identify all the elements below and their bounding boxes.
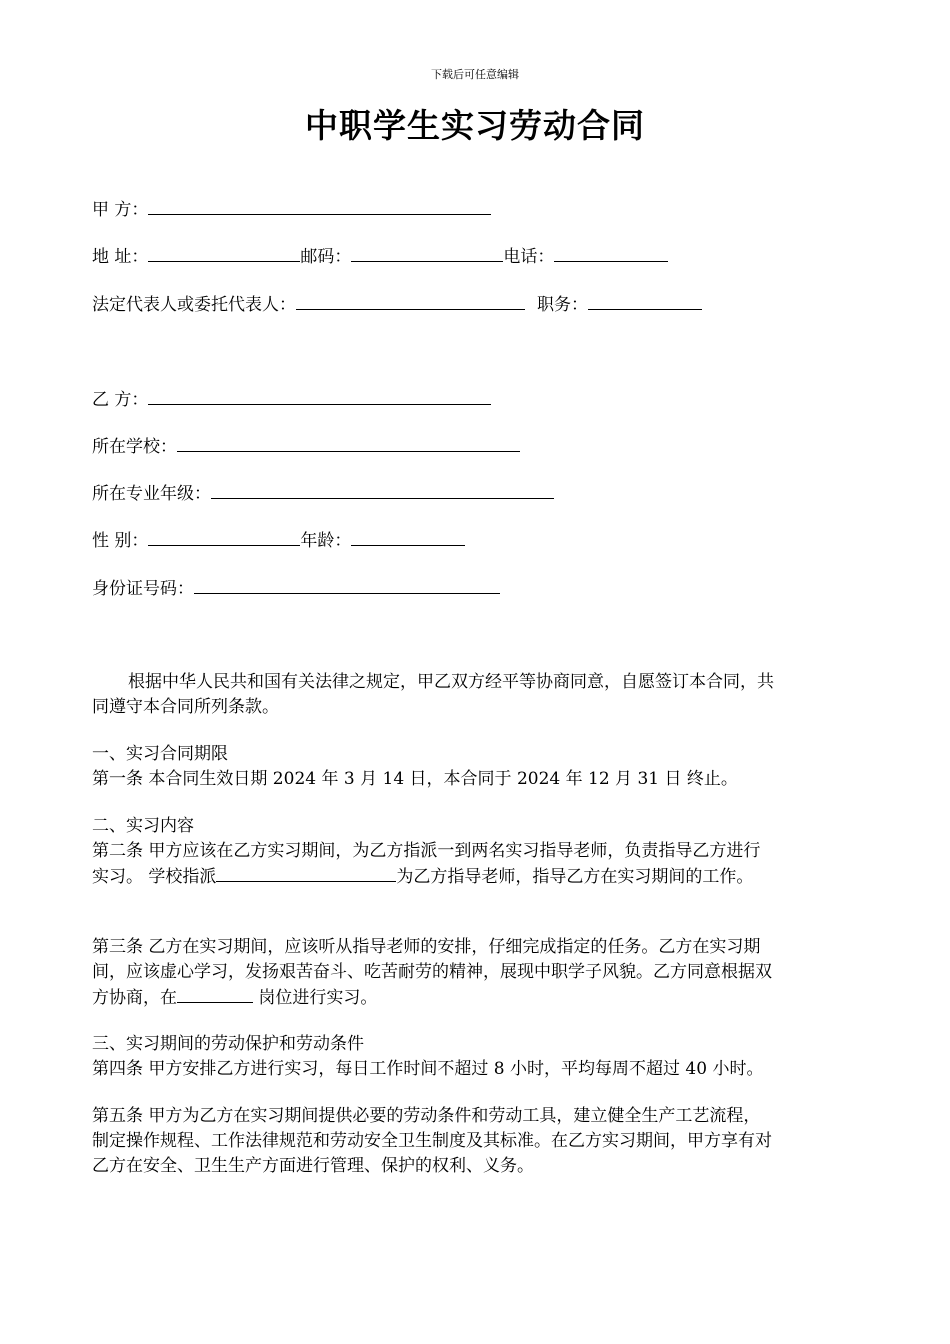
article-5-line-2: 制定操作规程、工作法律规范和劳动安全卫生制度及其标准。在乙方实习期间，甲方享有对 [92,1131,772,1151]
article-3-text-a: 方协商，在 [92,988,177,1008]
party-a-rep-blank[interactable] [296,292,525,310]
section-3-title: 三、实习期间的劳动保护和劳动条件 [92,1034,364,1054]
section-2-title: 二、实习内容 [92,816,194,836]
article-4: 第四条 甲方安排乙方进行实习，每日工作时间不超过 8 小时，平均每周不超过 40 小时。 [92,1059,764,1079]
party-b-major-blank[interactable] [211,481,554,499]
party-a-name-label: 甲 方： [92,200,149,220]
party-b-major-row [92,481,554,505]
party-b-id-row [92,576,500,600]
party-b-gender-blank[interactable] [148,528,300,546]
article-5-line-1: 第五条 甲方为乙方在实习期间提供必要的劳动条件和劳动工具，建立健全生产工艺流程， [92,1106,761,1126]
party-b-age-blank[interactable] [351,528,465,546]
party-a-address-row [92,244,668,268]
article-3-text-b: 岗位进行实习。 [253,988,378,1008]
article-2-text-b: 为乙方指导老师，指导乙方在实习期间的工作。 [396,867,754,887]
party-a-name-row [92,197,491,221]
party-a-position-blank[interactable] [588,292,702,310]
intro-paragraph [92,670,862,720]
party-a-rep-label: 法定代表人或委托代表人： [92,295,296,315]
party-a-phone-blank[interactable] [554,244,668,262]
article-2-line-1: 第二条 甲方应该在乙方实习期间，为乙方指派一到两名实习指导老师，负责指导乙方进行 [92,841,761,861]
watermark-text: 下载后可任意编辑 [431,68,519,81]
party-b-id-label: 身份证号码： [92,579,194,599]
section-1 [92,742,862,792]
party-b-age-label: 年龄： [300,531,352,551]
party-a-phone-label: 电话： [503,247,555,267]
intro-line-2: 同遵守本合同所列条款。 [92,697,279,717]
section-3 [92,1032,862,1082]
party-b-school-label: 所在学校： [92,437,177,457]
party-a-position-label: 职务： [537,295,588,315]
party-a-address-label: 地 址： [92,247,149,267]
article-3-line-3 [92,985,862,1010]
article-3-line-2: 间，应该虚心学习，发扬艰苦奋斗、吃苦耐劳的精神，展现中职学子风貌。乙方同意根据双 [92,962,772,982]
party-a-postcode-blank[interactable] [351,244,503,262]
party-b-gender-row [92,528,465,552]
party-b-name-row [92,387,491,411]
party-b-gender-label: 性 别： [92,531,149,551]
article-2-line-2 [92,864,862,889]
article-2-text-a: 实习。 学校指派 [92,867,217,887]
article-1: 第一条 本合同生效日期 2024 年 3 月 14 日，本合同于 2024 年 12 月 31 日 终止。 [92,769,738,789]
party-b-name-label: 乙 方： [92,390,149,410]
article-5-line-3: 乙方在安全、卫生生产方面进行管理、保护的权利、义务。 [92,1156,534,1176]
page-title: 中职学生实习劳动合同 [305,106,645,145]
article-3 [92,935,862,1010]
advisor-blank[interactable] [216,864,396,882]
party-b-school-row [92,434,520,458]
party-a-address-blank[interactable] [148,244,300,262]
section-2 [92,814,862,889]
section-1-title: 一、实习合同期限 [92,744,228,764]
article-3-line-1: 第三条 乙方在实习期间，应该听从指导老师的安排，仔细完成指定的任务。乙方在实习期 [92,937,761,957]
party-a-name-blank[interactable] [148,197,491,215]
party-b-major-label: 所在专业年级： [92,484,211,504]
party-a-postcode-label: 邮码： [300,247,352,267]
party-b-id-blank[interactable] [194,576,500,594]
party-b-school-blank[interactable] [177,434,520,452]
party-a-rep-row [92,292,702,316]
post-blank[interactable] [177,985,253,1003]
article-5 [92,1104,862,1179]
intro-line-1: 根据中华人民共和国有关法律之规定，甲乙双方经平等协商同意，自愿签订本合同，共 [128,672,774,692]
party-b-name-blank[interactable] [148,387,491,405]
